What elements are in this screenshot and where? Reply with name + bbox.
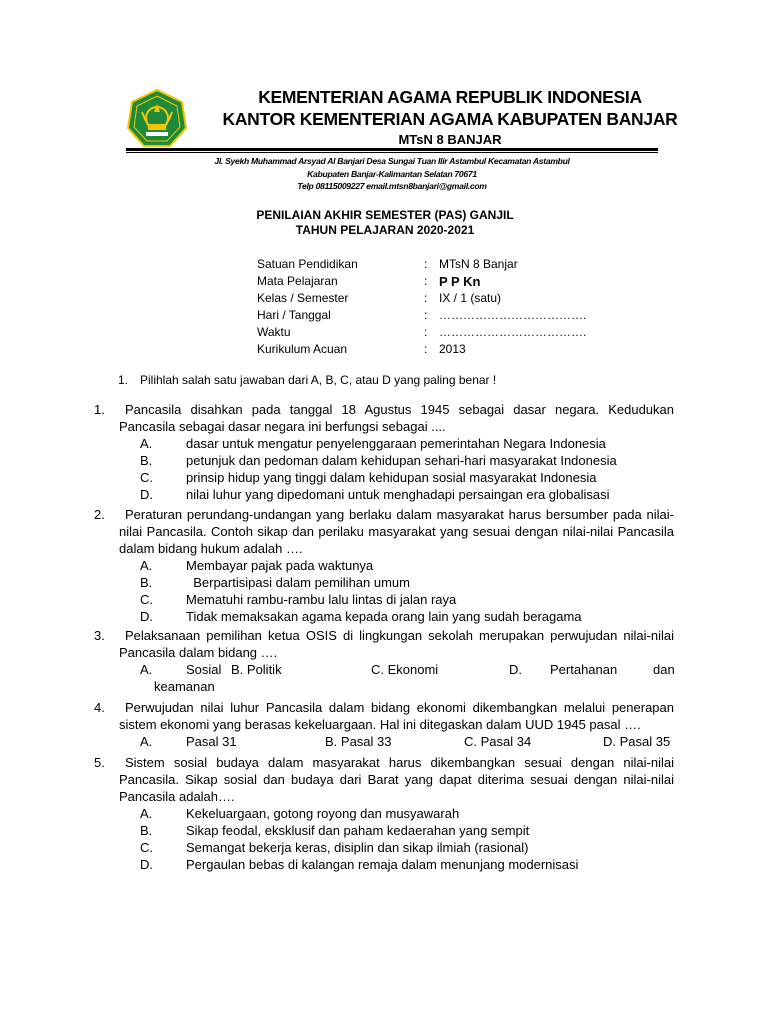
question-stem: Pancasila disahkan pada tanggal 18 Agustus 1945 sebagai dasar negara. Kedudukan Pancasila sebagai dasar negara ini berfungsi sebagai .... — [119, 402, 674, 434]
option-text: petunjuk dan pedoman dalam kehidupan sehari-hari masyarakat Indonesia — [186, 453, 617, 468]
option-text: Pergaulan bebas di kalangan remaja dalam menunjang modernisasi — [186, 857, 579, 872]
option-letter: C. — [140, 592, 153, 607]
instruction — [118, 373, 496, 388]
info-label: Kelas / Semester — [257, 291, 349, 305]
info-colon: : — [424, 308, 428, 322]
option-text: Tidak memaksakan agama kepada orang lain yang sudah beragama — [186, 609, 582, 624]
option-b[interactable] — [94, 574, 674, 591]
address-line: Kabupaten Banjar-Kalimantan Selatan 70671 — [307, 168, 477, 179]
school-name: MTsN 8 BANJAR — [398, 132, 502, 147]
exam-year-line: TAHUN PELAJARAN 2020-2021 — [295, 223, 475, 237]
question-3 — [94, 627, 674, 695]
info-label: Waktu — [257, 325, 291, 339]
info-colon: : — [424, 257, 428, 271]
question-number: 3. — [94, 628, 105, 643]
info-colon: : — [424, 291, 428, 305]
info-value: 2013 — [439, 342, 466, 356]
option-text: Semangat bekerja keras, disiplin dan sikap ilmiah (rasional) — [186, 840, 529, 855]
option-text: Berpartisipasi dalam pemilihan umum — [186, 575, 410, 590]
option-b[interactable] — [94, 452, 674, 469]
office-name: KANTOR KEMENTERIAN AGAMA KABUPATEN BANJAR — [222, 109, 678, 129]
option-letter: A. — [140, 806, 153, 821]
option-text: Sikap feodal, eksklusif dan paham kedaerahan yang sempit — [186, 823, 530, 838]
option-a[interactable] — [94, 435, 674, 452]
question-number: 5. — [94, 755, 105, 770]
school-address — [126, 155, 658, 193]
option-c[interactable]: C. Ekonomi — [371, 662, 439, 677]
option-c[interactable]: C. Pasal 34 — [464, 734, 532, 749]
question-number: 4. — [94, 700, 105, 715]
option-text: dasar untuk mengatur penyelenggaraan pemerintahan Negara Indonesia — [186, 436, 606, 451]
option-a-text[interactable]: Sosial — [186, 662, 222, 677]
exam-title — [175, 208, 595, 238]
inline-options — [94, 733, 674, 750]
info-label: Kurikulum Acuan — [257, 342, 348, 356]
address-line: Jl. Syekh Muhammad Arsyad Al Banjari Desa Sungai Tuan Ilir Astambul Kecamatan Astambul — [214, 156, 570, 166]
info-value: P P Kn — [439, 274, 481, 289]
question-number: 2. — [94, 507, 105, 522]
option-letter: A. — [140, 558, 153, 573]
question-stem: Peraturan perundang-undangan yang berlaku dalam masyarakat harus bersumber pada nilai-nilai Pancasila. Contoh sikap dan perilaku masyarakat yang sesuai dengan nilai-nilai Pancasila dalam bidang hukum adalah …. — [119, 507, 674, 556]
instruction-number: 1. — [118, 373, 129, 387]
question-stem: Perwujudan nilai luhur Pancasila dalam bidang ekonomi dikembangkan melalui penerapan sistem ekonomi yang berasas kekeluargaan. Hal ini ditegaskan dalam UUD 1945 pasal …. — [119, 700, 674, 732]
info-value: MTsN 8 Banjar — [439, 257, 518, 271]
header-divider-thin — [126, 152, 658, 153]
option-d[interactable] — [94, 608, 674, 625]
option-letter: D. — [140, 487, 153, 502]
option-d[interactable] — [94, 856, 674, 873]
question-stem: Pelaksanaan pemilihan ketua OSIS di lingkungan sekolah merupakan perwujudan nilai-nilai Pancasila dalam bidang …. — [119, 628, 674, 660]
letterhead — [190, 86, 710, 150]
option-text: Kekeluargaan, gotong royong dan musyawarah — [186, 806, 460, 821]
option-letter: B. — [140, 453, 153, 468]
option-d[interactable]: D. Pasal 35 — [603, 734, 671, 749]
option-text: nilai luhur yang dipedomani untuk menghadapi persaingan era globalisasi — [186, 487, 610, 502]
option-a-letter[interactable]: A. — [140, 662, 153, 677]
info-colon: : — [424, 274, 428, 288]
info-value: IX / 1 (satu) — [439, 291, 502, 305]
question-text — [119, 699, 674, 733]
option-a[interactable] — [94, 805, 674, 822]
option-a-letter[interactable]: A. — [140, 734, 153, 749]
question-number: 1. — [94, 402, 105, 417]
instruction-text: Pilihlah salah satu jawaban dari A, B, C, atau D yang paling benar ! — [140, 373, 497, 387]
question-2 — [94, 506, 674, 625]
option-text: Membayar pajak pada waktunya — [186, 558, 374, 573]
question-text — [119, 401, 674, 435]
question-1 — [94, 401, 674, 503]
info-label: Satuan Pendidikan — [257, 257, 358, 271]
option-b[interactable] — [94, 822, 674, 839]
info-colon: : — [424, 342, 428, 356]
option-b[interactable]: B. Pasal 33 — [325, 734, 392, 749]
option-c[interactable] — [94, 469, 674, 486]
option-letter: B. — [140, 575, 153, 590]
question-text — [119, 627, 674, 661]
option-text: prinsip hidup yang tinggi dalam kehidupan sosial masyarakat Indonesia — [186, 470, 597, 485]
header-divider-thick — [126, 148, 658, 151]
question-text — [119, 754, 674, 805]
option-d-wrap: keamanan — [154, 679, 215, 694]
inline-options — [94, 661, 674, 678]
option-c[interactable] — [94, 839, 674, 856]
option-letter: D. — [140, 609, 153, 624]
contact-line: Telp 08115009227 email.mtsn8banjari@gmail.com — [297, 181, 487, 191]
option-d-text[interactable]: Pertahanan — [550, 662, 618, 677]
info-colon: : — [424, 325, 428, 339]
question-4 — [94, 699, 674, 750]
option-d-letter[interactable]: D. — [509, 662, 522, 677]
option-d-text-cont[interactable]: dan — [653, 662, 675, 677]
question-5 — [94, 754, 674, 873]
option-letter: C. — [140, 470, 153, 485]
option-text: Mematuhi rambu-rambu lalu lintas di jalan raya — [186, 592, 457, 607]
exam-title-line: PENILAIAN AKHIR SEMESTER (PAS) GANJIL — [256, 208, 514, 222]
option-d[interactable] — [94, 486, 674, 503]
info-label: Mata Pelajaran — [257, 274, 338, 288]
ministry-name: KEMENTERIAN AGAMA REPUBLIK INDONESIA — [258, 87, 642, 107]
question-text — [119, 506, 674, 557]
option-b[interactable]: B. Politik — [231, 662, 282, 677]
info-label: Hari / Tanggal — [257, 308, 331, 322]
kemenag-logo-icon — [126, 88, 188, 150]
info-value: ………………………………. — [439, 308, 587, 322]
option-letter: B. — [140, 823, 153, 838]
option-letter: C. — [140, 840, 153, 855]
info-value: ………………………………. — [439, 325, 587, 339]
question-stem: Sistem sosial budaya dalam masyarakat harus dikembangkan sesuai dengan nilai-nilai Pancasila. Sikap sosial dan budaya dari Barat yang dapat diterima sesuai dengan nilai-nilai Pancasila adalah…. — [119, 755, 674, 804]
option-c[interactable] — [94, 591, 674, 608]
option-a[interactable] — [94, 557, 674, 574]
option-letter: A. — [140, 436, 153, 451]
option-a-text[interactable]: Pasal 31 — [186, 734, 237, 749]
option-letter: D. — [140, 857, 153, 872]
